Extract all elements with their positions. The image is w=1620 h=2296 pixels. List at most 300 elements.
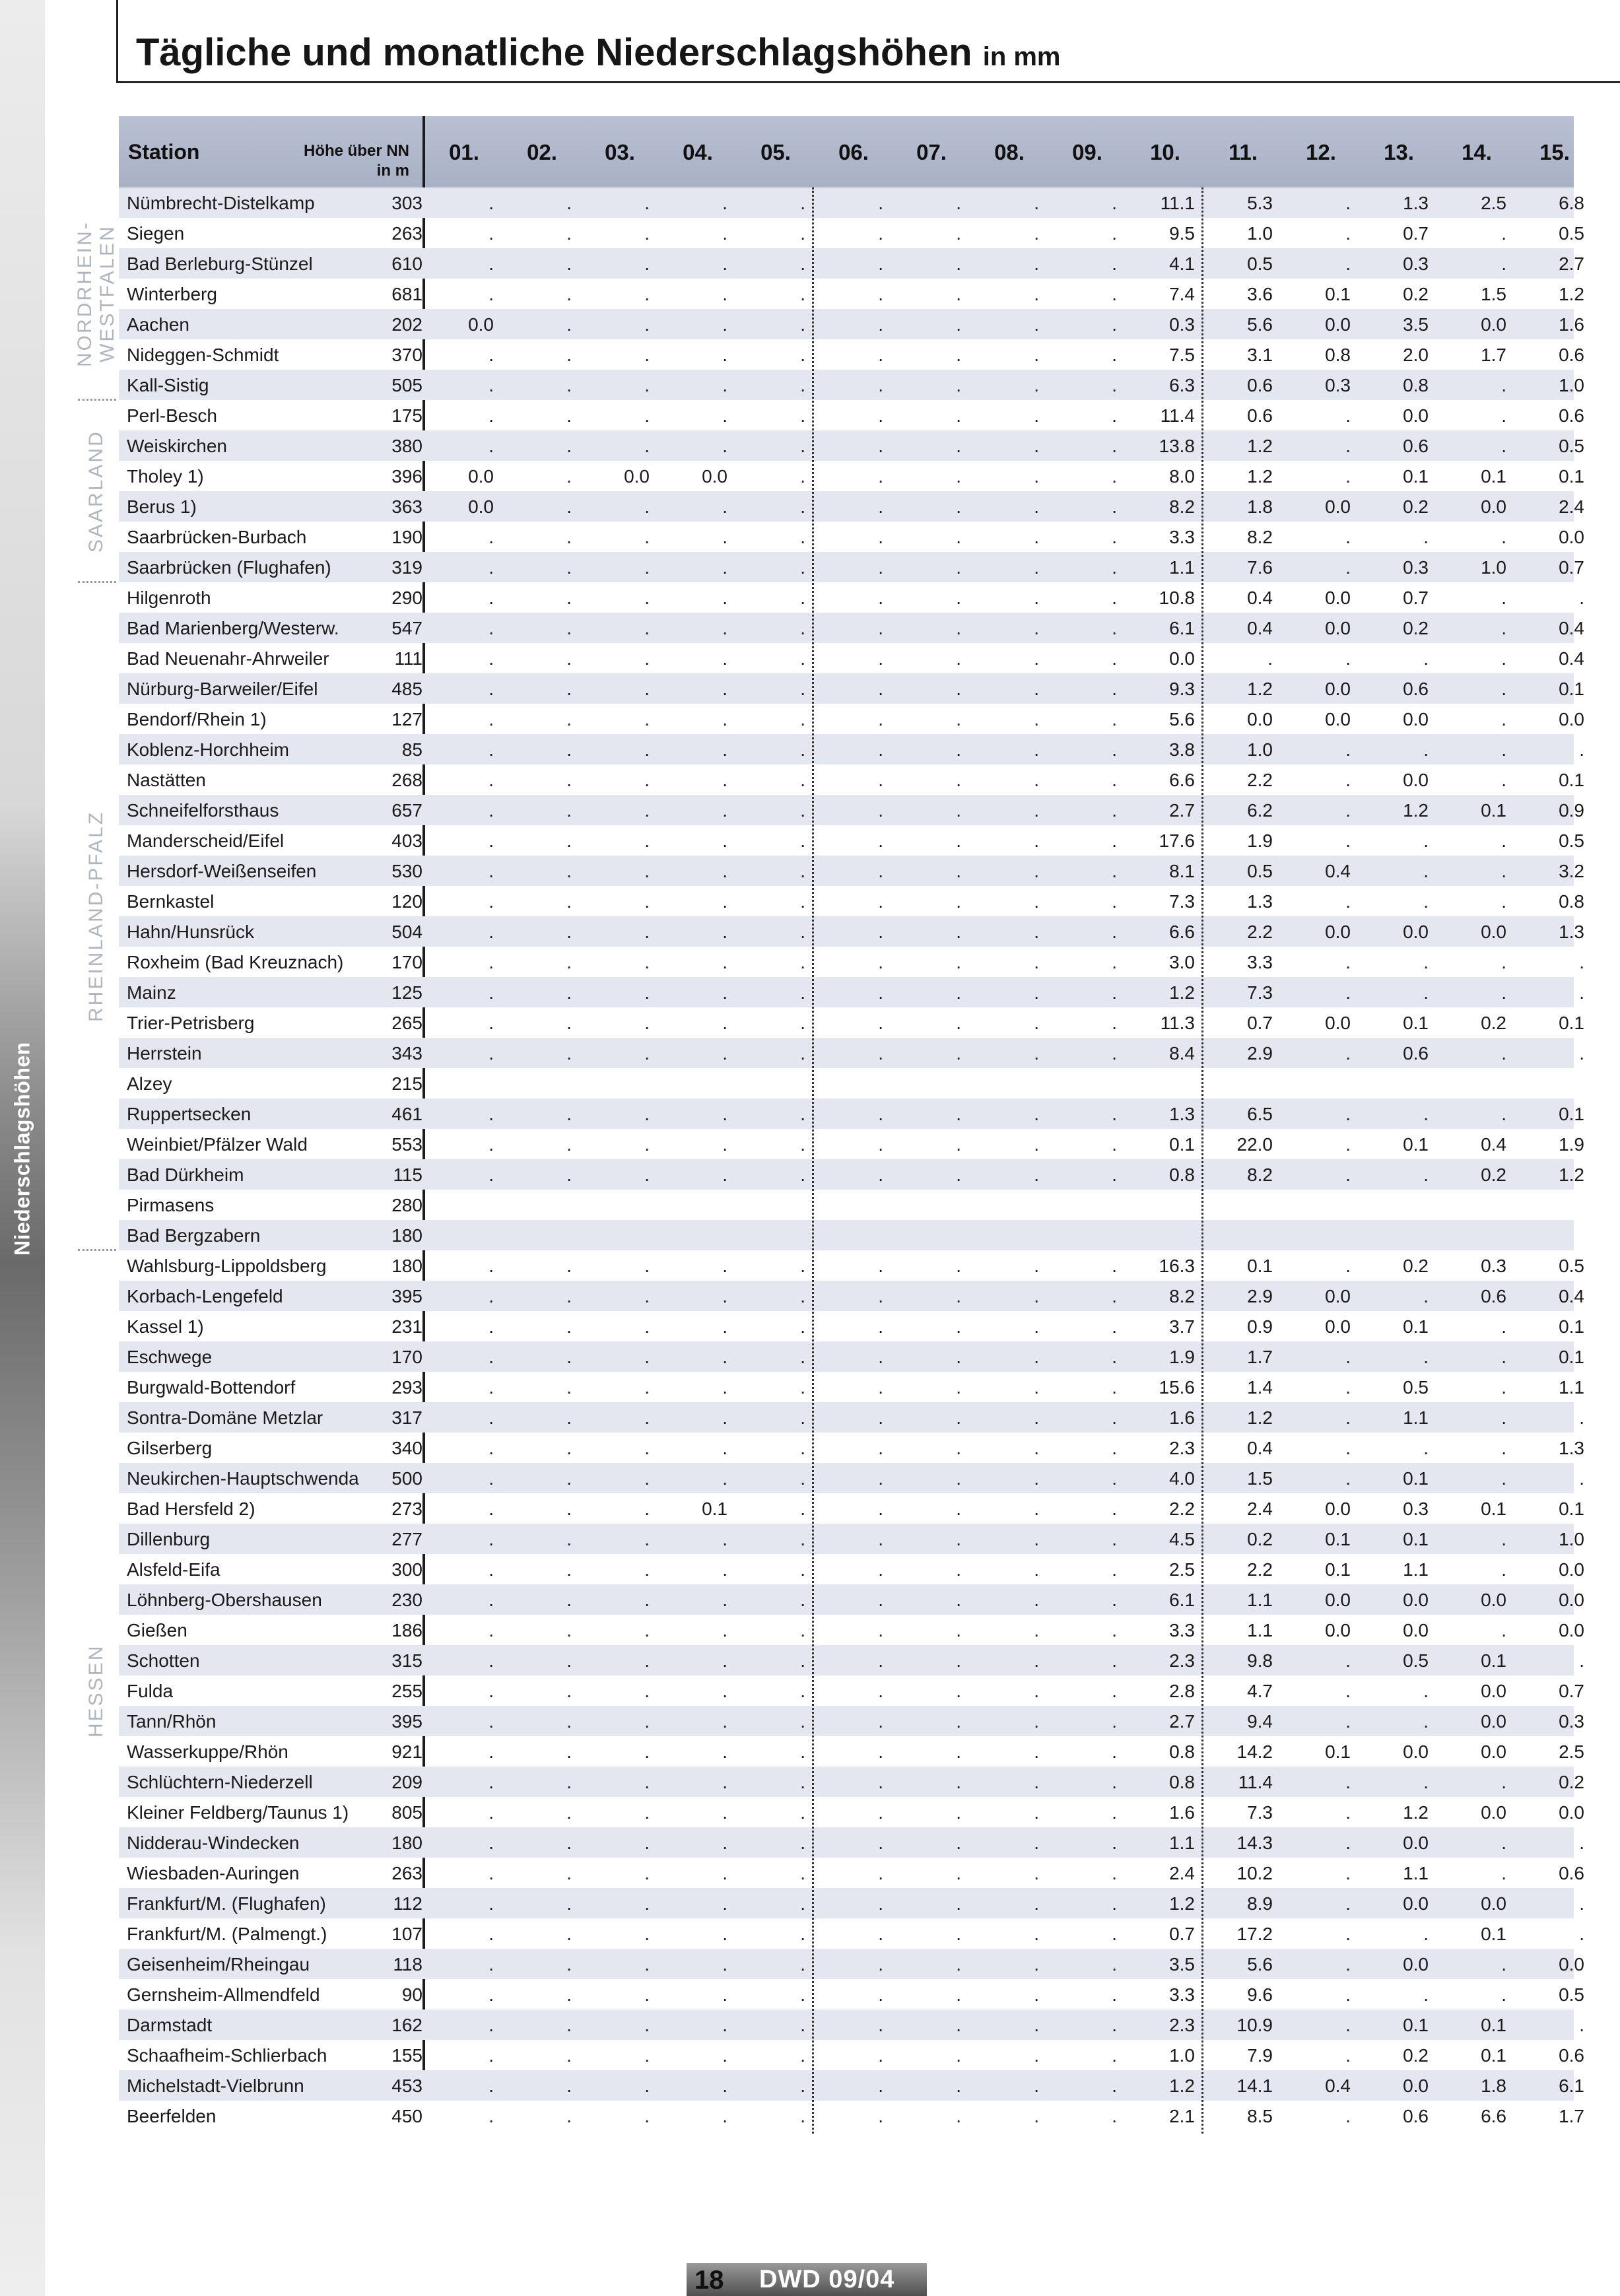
value-cell: . — [878, 1559, 883, 1580]
value-cell: . — [1579, 2015, 1584, 2035]
value-cell: 8.9 — [1247, 1893, 1273, 1914]
value-cell: 7.3 — [1169, 891, 1195, 912]
value-cell: . — [566, 922, 572, 942]
value-cell: . — [1034, 1377, 1039, 1398]
value-cell: . — [878, 223, 883, 244]
value-cell: . — [566, 1438, 572, 1458]
value-cell: . — [489, 284, 494, 304]
value-cell: . — [800, 2045, 805, 2066]
value-cell: . — [1034, 1438, 1039, 1458]
value-cell: . — [1345, 800, 1351, 821]
value-cell: . — [956, 1954, 961, 1975]
value-cell: . — [566, 1772, 572, 1792]
value-cell: . — [1034, 1681, 1039, 1701]
value-cell: . — [489, 2076, 494, 2096]
value-cell: . — [644, 1650, 650, 1671]
value-cell: . — [1345, 1893, 1351, 1914]
value-cell: . — [722, 1407, 727, 1428]
value-cell: . — [956, 193, 961, 213]
value-cell: . — [644, 193, 650, 213]
value-cell: 0.7 — [1247, 1013, 1273, 1033]
table-row — [119, 1888, 1584, 1918]
value-cell: 0.1 — [1481, 2045, 1506, 2066]
value-cell: . — [566, 952, 572, 972]
value-cell: 7.6 — [1247, 557, 1273, 578]
header-day-3: 03. — [605, 140, 635, 164]
value-cell: 0.8 — [1169, 1165, 1195, 1185]
value-cell: 6.8 — [1559, 193, 1584, 213]
value-cell: . — [644, 1924, 650, 1944]
value-cell: . — [1034, 405, 1039, 426]
value-cell: . — [1501, 952, 1506, 972]
station-name: Nastätten — [127, 770, 206, 790]
value-cell: . — [722, 1165, 727, 1185]
value-cell: . — [489, 1438, 494, 1458]
value-cell: . — [1345, 1863, 1351, 1883]
value-cell: . — [566, 2045, 572, 2066]
value-cell: . — [489, 1377, 494, 1398]
table-row — [119, 1615, 1584, 1645]
value-cell: . — [956, 1104, 961, 1124]
value-cell: 2.4 — [1559, 496, 1584, 517]
value-cell: . — [489, 223, 494, 244]
station-name: Weinbiet/Pfälzer Wald — [127, 1134, 308, 1155]
value-cell: . — [1345, 830, 1351, 851]
value-cell: . — [1501, 1468, 1506, 1489]
value-cell: . — [1423, 1104, 1429, 1124]
value-cell: . — [800, 1893, 805, 1914]
table-row — [119, 1827, 1584, 1858]
station-name: Darmstadt — [127, 2015, 213, 2035]
value-cell: . — [1034, 1954, 1039, 1975]
value-cell: 0.5 — [1403, 1650, 1429, 1671]
header-day-4: 04. — [683, 140, 713, 164]
value-cell: . — [644, 1499, 650, 1519]
value-cell: . — [644, 1590, 650, 1610]
state-separator — [78, 1249, 116, 1251]
value-cell: . — [644, 2106, 650, 2126]
value-cell: 0.5 — [1559, 436, 1584, 456]
table-row — [119, 1949, 1584, 1979]
value-cell: . — [1112, 679, 1117, 699]
value-cell: . — [1034, 1863, 1039, 1883]
value-cell: . — [800, 709, 805, 729]
station-elevation: 209 — [391, 1772, 422, 1792]
value-cell: . — [722, 1954, 727, 1975]
value-cell: . — [1112, 2015, 1117, 2035]
value-cell: 0.1 — [1559, 1316, 1584, 1337]
value-cell: . — [722, 253, 727, 274]
header-day-14: 14. — [1462, 140, 1492, 164]
value-cell: . — [1034, 1316, 1039, 1337]
value-cell: . — [722, 982, 727, 1003]
value-cell: . — [800, 1650, 805, 1671]
value-cell: 9.8 — [1247, 1650, 1273, 1671]
value-cell: . — [1112, 1043, 1117, 1064]
station-name: Bendorf/Rhein 1) — [127, 709, 267, 729]
station-name: Gießen — [127, 1620, 187, 1640]
value-cell: . — [878, 1104, 883, 1124]
value-cell: . — [1112, 982, 1117, 1003]
value-cell: . — [1112, 1407, 1117, 1428]
value-cell: . — [800, 223, 805, 244]
value-cell: 1.0 — [1559, 1529, 1584, 1549]
value-cell: . — [800, 1286, 805, 1306]
value-cell: 0.0 — [1559, 1954, 1584, 1975]
value-cell: . — [566, 527, 572, 547]
value-cell: 0.0 — [1247, 709, 1273, 729]
value-cell: . — [1345, 1711, 1351, 1732]
value-cell: 5.6 — [1169, 709, 1195, 729]
value-cell: . — [722, 1043, 727, 1064]
table-row — [119, 218, 1584, 248]
value-cell: . — [566, 223, 572, 244]
value-cell: . — [489, 1347, 494, 1367]
value-cell: 0.1 — [1481, 800, 1506, 821]
value-cell: . — [566, 1559, 572, 1580]
table-row — [119, 2040, 1584, 2070]
value-cell: 0.1 — [702, 1499, 727, 1519]
table-row — [119, 370, 1584, 400]
value-cell: . — [566, 1165, 572, 1185]
table-row — [119, 1402, 1584, 1433]
value-cell: 6.6 — [1481, 2106, 1506, 2126]
value-cell: . — [722, 1347, 727, 1367]
value-cell: . — [1112, 861, 1117, 881]
value-cell: . — [489, 1802, 494, 1823]
value-cell: . — [722, 709, 727, 729]
value-cell: . — [800, 496, 805, 517]
value-cell: . — [566, 1499, 572, 1519]
value-cell: . — [800, 1499, 805, 1519]
value-cell: . — [800, 2106, 805, 2126]
value-cell: 0.7 — [1403, 588, 1429, 608]
value-cell: . — [878, 284, 883, 304]
value-cell: . — [644, 1468, 650, 1489]
value-cell: . — [800, 1741, 805, 1762]
table-row — [119, 947, 1584, 977]
value-cell: . — [644, 891, 650, 912]
value-cell: . — [722, 1590, 727, 1610]
value-cell: . — [956, 1984, 961, 2005]
value-cell: 0.4 — [1559, 648, 1584, 669]
table-row — [119, 856, 1584, 886]
value-cell: . — [878, 1438, 883, 1458]
value-cell: 0.0 — [1325, 709, 1351, 729]
value-cell: . — [1423, 891, 1429, 912]
value-cell: . — [956, 436, 961, 456]
header-day-6: 06. — [838, 140, 869, 164]
value-cell: . — [1034, 739, 1039, 760]
station-elevation: 111 — [394, 648, 422, 669]
station-elevation: 303 — [391, 193, 422, 213]
header-day-10: 10. — [1150, 140, 1180, 164]
value-cell: . — [1501, 1984, 1506, 2005]
value-cell: . — [722, 1104, 727, 1124]
value-cell: . — [800, 1013, 805, 1033]
station-elevation: 231 — [391, 1316, 422, 1337]
value-cell: . — [956, 952, 961, 972]
value-cell: . — [489, 1650, 494, 1671]
value-cell: . — [1112, 284, 1117, 304]
value-cell: . — [566, 2015, 572, 2035]
value-cell: 8.2 — [1247, 527, 1273, 547]
value-cell: . — [722, 1316, 727, 1337]
station-elevation: 127 — [391, 709, 422, 729]
value-cell: . — [722, 284, 727, 304]
value-cell: 0.6 — [1559, 2045, 1584, 2066]
value-cell: . — [878, 466, 883, 487]
value-cell: . — [722, 800, 727, 821]
value-cell: . — [956, 1924, 961, 1944]
value-cell: . — [956, 1650, 961, 1671]
value-cell: . — [800, 1620, 805, 1640]
value-cell: . — [1112, 1013, 1117, 1033]
value-cell: . — [878, 2045, 883, 2066]
value-cell: 22.0 — [1236, 1134, 1273, 1155]
value-cell: . — [878, 1984, 883, 2005]
station-name: Frankfurt/M. (Palmengt.) — [127, 1924, 327, 1944]
value-cell: 2.2 — [1247, 922, 1273, 942]
value-cell: . — [1112, 527, 1117, 547]
value-cell: 0.5 — [1403, 1377, 1429, 1398]
value-cell: 11.3 — [1160, 1013, 1195, 1033]
value-cell: . — [800, 466, 805, 487]
station-name: Alsfeld-Eifa — [127, 1559, 220, 1580]
value-cell: 1.1 — [1403, 1559, 1429, 1580]
header-day-11: 11. — [1228, 140, 1258, 164]
value-cell: . — [1501, 223, 1506, 244]
week-divider-1 — [812, 187, 814, 2134]
value-cell: . — [1579, 739, 1584, 760]
value-cell: . — [722, 1863, 727, 1883]
value-cell: . — [1034, 345, 1039, 365]
station-elevation: 85 — [401, 739, 422, 760]
value-cell: . — [1034, 588, 1039, 608]
value-cell: 1.3 — [1559, 922, 1584, 942]
value-cell: . — [878, 739, 883, 760]
value-cell: 0.1 — [1481, 1499, 1506, 1519]
value-cell: . — [566, 1529, 572, 1549]
value-cell: . — [1345, 982, 1351, 1003]
value-cell: 0.1 — [1559, 1499, 1584, 1519]
value-cell: . — [1112, 496, 1117, 517]
station-elevation: 547 — [391, 618, 422, 638]
value-cell: . — [800, 1863, 805, 1883]
table-row — [119, 734, 1584, 764]
value-cell: . — [1579, 982, 1584, 1003]
value-cell: 7.3 — [1247, 982, 1273, 1003]
station-elevation: 120 — [391, 891, 422, 912]
value-cell: . — [878, 891, 883, 912]
value-cell: . — [878, 496, 883, 517]
value-cell: . — [489, 1984, 494, 2005]
value-cell: . — [878, 557, 883, 578]
value-cell: . — [1501, 405, 1506, 426]
table-row — [119, 309, 1584, 339]
value-cell: . — [1501, 739, 1506, 760]
value-cell: . — [489, 982, 494, 1003]
value-cell: 1.1 — [1403, 1863, 1429, 1883]
value-cell: . — [1034, 527, 1039, 547]
state-label: RHEINLAND-PFALZ — [85, 810, 107, 1023]
value-cell: . — [566, 436, 572, 456]
value-cell: . — [644, 1954, 650, 1975]
value-cell: . — [644, 1984, 650, 2005]
value-cell: . — [1501, 830, 1506, 851]
value-cell: . — [489, 1620, 494, 1640]
value-cell: . — [956, 830, 961, 851]
value-cell: 0.0 — [1325, 1316, 1351, 1337]
value-cell: . — [1345, 253, 1351, 274]
value-cell: . — [878, 1316, 883, 1337]
value-cell: . — [878, 952, 883, 972]
value-cell: . — [800, 1134, 805, 1155]
station-name: Wahlsburg-Lippoldsberg — [127, 1256, 327, 1276]
value-cell: . — [1034, 1347, 1039, 1367]
value-cell: 0.0 — [624, 466, 650, 487]
value-cell: . — [566, 1741, 572, 1762]
value-cell: . — [878, 1468, 883, 1489]
value-cell: . — [800, 952, 805, 972]
value-cell: 0.0 — [1481, 1802, 1506, 1823]
value-cell: 6.1 — [1559, 2076, 1584, 2096]
value-cell: . — [566, 375, 572, 395]
value-cell: . — [644, 2015, 650, 2035]
value-cell: 5.3 — [1247, 193, 1273, 213]
state-label: SAARLAND — [85, 430, 107, 553]
value-cell: . — [566, 709, 572, 729]
value-cell: . — [956, 1468, 961, 1489]
value-cell: . — [489, 405, 494, 426]
value-cell: 0.0 — [1325, 679, 1351, 699]
table-row — [119, 1007, 1584, 1038]
value-cell: . — [722, 1833, 727, 1853]
value-cell: . — [800, 1833, 805, 1853]
value-cell: . — [566, 1984, 572, 2005]
value-cell: . — [722, 496, 727, 517]
value-cell: 0.4 — [1481, 1134, 1506, 1155]
value-cell: 1.2 — [1169, 1893, 1195, 1914]
value-cell: 2.5 — [1559, 1741, 1584, 1762]
value-cell: . — [1345, 1954, 1351, 1975]
station-elevation: 343 — [391, 1043, 422, 1064]
value-cell: . — [956, 982, 961, 1003]
table-row — [119, 1190, 1574, 1220]
value-cell: 0.0 — [1325, 1620, 1351, 1640]
value-cell: . — [956, 1620, 961, 1640]
value-cell: 1.2 — [1403, 1802, 1429, 1823]
value-cell: . — [1034, 2106, 1039, 2126]
value-cell: . — [1112, 800, 1117, 821]
table-row — [119, 430, 1584, 461]
value-cell: 0.0 — [1325, 496, 1351, 517]
value-cell: . — [1345, 770, 1351, 790]
value-cell: 0.4 — [1559, 1286, 1584, 1306]
value-cell: 3.5 — [1403, 314, 1429, 335]
value-cell: . — [1112, 1590, 1117, 1610]
value-cell: . — [566, 1954, 572, 1975]
station-elevation: 280 — [391, 1195, 422, 1215]
value-cell: . — [644, 436, 650, 456]
value-cell: . — [489, 1499, 494, 1519]
value-cell: . — [1345, 527, 1351, 547]
station-name: Koblenz-Horchheim — [127, 739, 289, 760]
value-cell: . — [1034, 436, 1039, 456]
value-cell: . — [644, 496, 650, 517]
value-cell: . — [956, 1499, 961, 1519]
value-cell: . — [566, 2106, 572, 2126]
value-cell: 2.8 — [1169, 1681, 1195, 1701]
value-cell: 0.0 — [1559, 1802, 1584, 1823]
station-name: Michelstadt-Vielbrunn — [127, 2076, 304, 2096]
value-cell: . — [878, 1256, 883, 1276]
table-header — [119, 116, 1574, 187]
value-cell: . — [722, 922, 727, 942]
value-cell: . — [956, 1407, 961, 1428]
value-cell: . — [566, 1802, 572, 1823]
value-cell: 8.2 — [1169, 496, 1195, 517]
value-cell: . — [566, 1711, 572, 1732]
value-cell: 14.2 — [1236, 1741, 1273, 1762]
value-cell: . — [878, 1347, 883, 1367]
table-row — [119, 461, 1584, 491]
value-cell: 2.7 — [1559, 253, 1584, 274]
station-elevation: 395 — [391, 1286, 422, 1306]
header-day-1: 01. — [449, 140, 479, 164]
value-cell: . — [800, 891, 805, 912]
value-cell: . — [644, 1711, 650, 1732]
station-elevation: 504 — [391, 922, 422, 942]
value-cell: . — [1112, 618, 1117, 638]
value-cell: . — [800, 1043, 805, 1064]
value-cell: . — [1423, 1347, 1429, 1367]
value-cell: 0.0 — [468, 466, 494, 487]
header-day-2: 02. — [527, 140, 557, 164]
value-cell: . — [878, 314, 883, 335]
value-cell: . — [489, 1256, 494, 1276]
table-row — [119, 552, 1584, 582]
value-cell: 1.9 — [1169, 1347, 1195, 1367]
value-cell: . — [800, 1559, 805, 1580]
value-cell: . — [1112, 375, 1117, 395]
value-cell: 8.0 — [1169, 466, 1195, 487]
value-cell: . — [489, 618, 494, 638]
station-name: Bad Hersfeld 2) — [127, 1499, 255, 1519]
value-cell: . — [1501, 1347, 1506, 1367]
value-cell: 0.0 — [468, 314, 494, 335]
value-cell: . — [644, 1802, 650, 1823]
value-cell: 0.0 — [1403, 2076, 1429, 2096]
value-cell: . — [1345, 952, 1351, 972]
value-cell: . — [878, 375, 883, 395]
value-cell: . — [878, 1650, 883, 1671]
value-cell: . — [644, 527, 650, 547]
value-cell: 0.0 — [1559, 527, 1584, 547]
value-cell: . — [722, 1468, 727, 1489]
value-cell: 0.7 — [1169, 1924, 1195, 1944]
value-cell: . — [800, 1590, 805, 1610]
value-cell: . — [956, 739, 961, 760]
value-cell: . — [1034, 1256, 1039, 1276]
value-cell: . — [722, 588, 727, 608]
table-row — [119, 248, 1584, 279]
value-cell: 0.1 — [1559, 1347, 1584, 1367]
value-cell: . — [644, 1741, 650, 1762]
value-cell: . — [489, 679, 494, 699]
station-elevation: 500 — [391, 1468, 422, 1489]
table-row — [119, 1220, 1574, 1250]
